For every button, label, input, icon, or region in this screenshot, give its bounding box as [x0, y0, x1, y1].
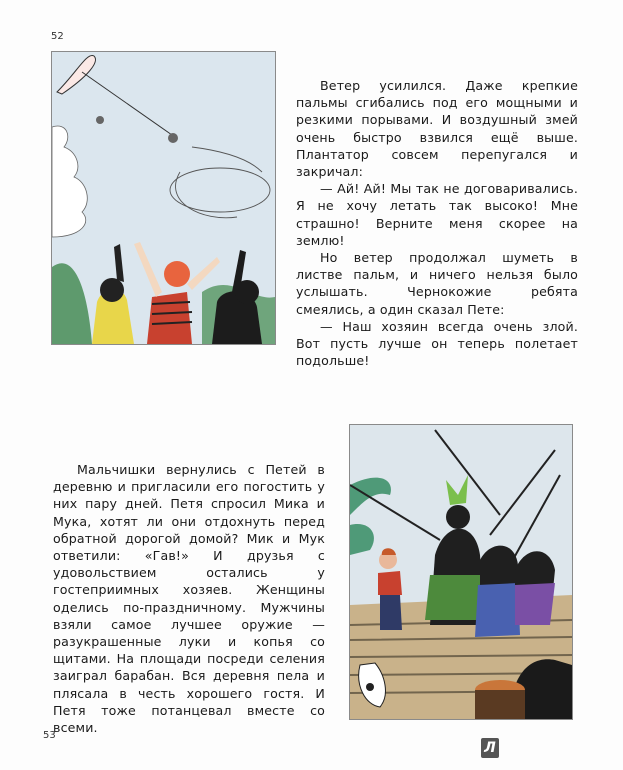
kite-illustration [51, 51, 276, 345]
dance-illustration [349, 424, 573, 720]
paragraph: Но ветер продолжал шуметь в листве пальм, и ничего нельзя было услышать. Чернокожие ребята смеялись, а один сказал Пете: [296, 250, 578, 317]
top-story-text [296, 77, 578, 369]
paragraph: — Ай! Ай! Мы так не договаривались. Я не хочу летать так высоко! Мне страшно! Верните меня скорее на землю! [296, 181, 578, 248]
bottom-story-text [53, 461, 325, 736]
paragraph: Ветер усилился. Даже крепкие пальмы сгибались под его мощными и резкими порывами. И воздушный змей очень быстро взвился ещё выше. Плантатор совсем перепугался и закричал: [296, 78, 578, 180]
page-number-bottom: 53 [43, 730, 56, 741]
page-number-top: 52 [51, 31, 64, 42]
paragraph: — Наш хозяин всегда очень злой. Вот пусть лучше он теперь полетает подольше! [296, 318, 578, 369]
paragraph: Мальчишки вернулись с Петей в деревню и пригласили его погостить у них пару дней. Петя спросил Мика и Мука, хотят ли они отдохнуть перед обратной дорогой домой? Мик и Мук ответили: «Гав!» И друзья с удовольствием остались у гостеприимных хозяев. Женщины оделись по-праздничному. Мужчины взяли самое лучшее оружие — разукрашенные луки и копья со щитами. На площади посреди селения заиграл барабан. Вся деревня пела и плясала в честь хорошего гостя. И Петя тоже потанцевал вместе со всеми. [53, 462, 325, 736]
publisher-logo-icon: Л [481, 738, 499, 758]
